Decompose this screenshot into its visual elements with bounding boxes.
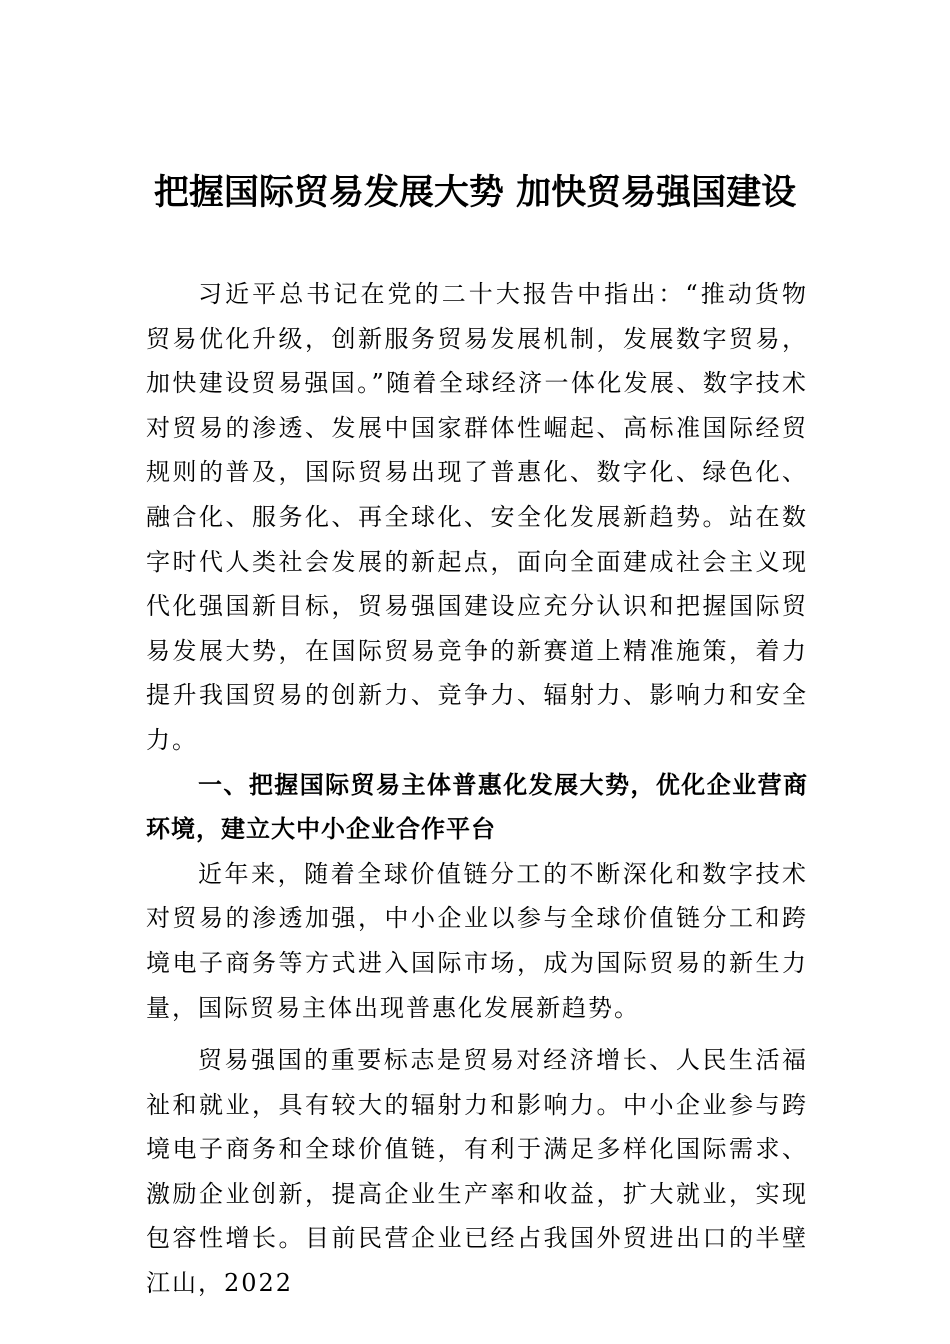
section-paragraph: 近年来，随着全球价值链分工的不断深化和数字技术对贸易的渗透加强，中小企业以参与全球价值链分工和跨境电子商务等方式进入国际市场，成为国际贸易的新生力量，国际贸易主体出现普惠化发展新趋势。 [146, 859, 808, 1022]
document-title: 把握国际贸易发展大势 加快贸易强国建设 [153, 172, 797, 213]
document-body [146, 272, 808, 1306]
section-paragraph: 贸易强国的重要标志是贸易对经济增长、人民生活福祉和就业，具有较大的辐射力和影响力。中小企业参与跨境电子商务和全球价值链，有利于满足多样化国际需求、激励企业创新，提高企业生产率和收益，扩大就业，实现包容性增长。目前民营企业已经占我国外贸进出口的半壁江山，2022 [146, 1046, 808, 1298]
paragraph-spacer [146, 1030, 808, 1038]
section-heading: 一、把握国际贸易主体普惠化发展大势，优化企业营商环境，建立大中小企业合作平台 [146, 770, 808, 844]
intro-paragraph: 习近平总书记在党的二十大报告中指出：“推动货物贸易优化升级，创新服务贸易发展机制，发展数字贸易，加快建设贸易强国。”随着全球经济一体化发展、数字技术对贸易的渗透、发展中国家群体性崛起、高标准国际经贸规则的普及，国际贸易出现了普惠化、数字化、绿色化、融合化、服务化、再全球化、安全化发展新趋势。站在数字时代人类社会发展的新起点，面向全面建成社会主义现代化强国新目标，贸易强国建设应充分认识和把握国际贸易发展大势，在国际贸易竞争的新赛道上精准施策，着力提升我国贸易的创新力、竞争力、辐射力、影响力和安全力。 [146, 280, 808, 754]
